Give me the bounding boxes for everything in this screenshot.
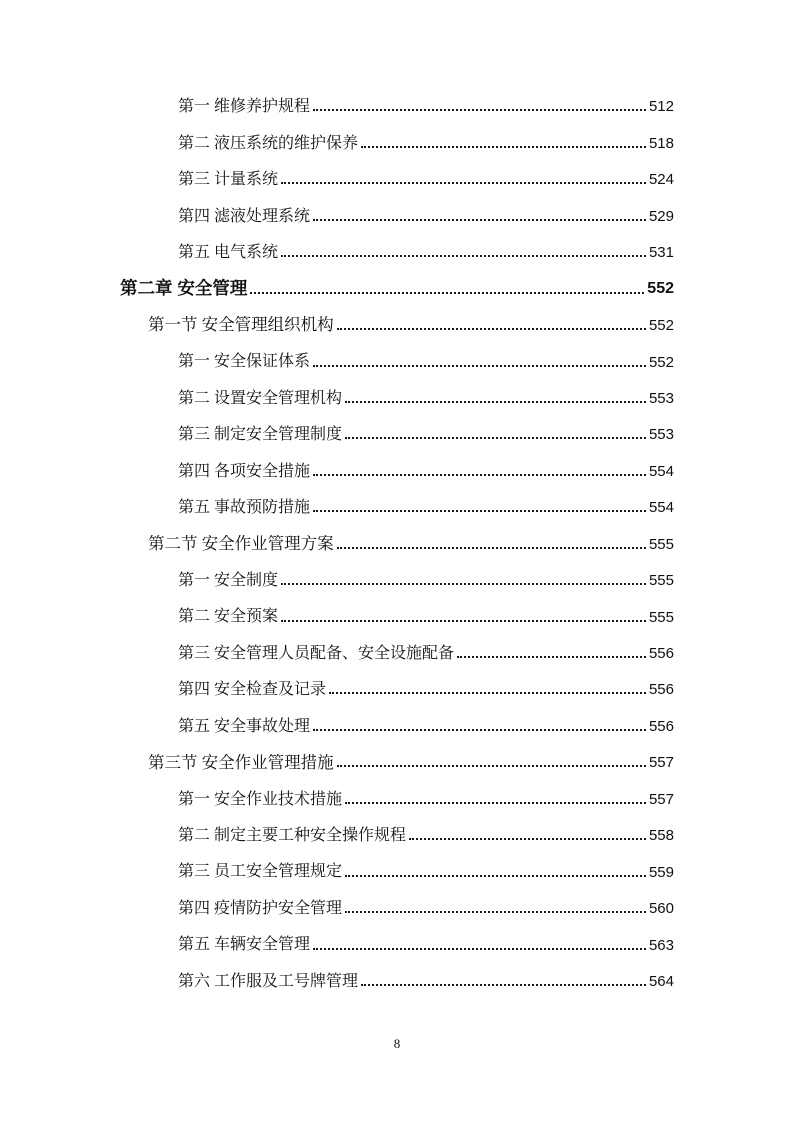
toc-entry-page: 529 [648, 207, 674, 225]
toc-entry-title: 第三 安全管理人员配备、安全设施配备 [178, 644, 455, 662]
toc-entry-page: 531 [648, 244, 674, 262]
toc-entry-title: 第五 安全事故处理 [178, 717, 311, 735]
toc-entry-page: 553 [648, 426, 674, 444]
toc-entry-page: 555 [648, 572, 674, 590]
toc-entry-title: 第四 各项安全措施 [178, 462, 311, 480]
toc-entry-title: 第六 工作服及工号牌管理 [178, 972, 359, 990]
toc-leader-dots [345, 401, 646, 403]
toc-entry-item[interactable] [120, 153, 674, 189]
toc-entry-item[interactable] [120, 372, 674, 408]
toc-entry-title: 第一 维修养护规程 [178, 98, 311, 116]
toc-leader-dots [313, 948, 646, 950]
toc-entry-title: 第一 安全保证体系 [178, 353, 311, 371]
toc-leader-dots [345, 875, 646, 877]
toc-entry-title: 第二 设置安全管理机构 [178, 389, 343, 407]
toc-entry-section[interactable] [120, 736, 674, 772]
toc-entry-page: 552 [648, 317, 674, 335]
toc-entry-item[interactable] [120, 955, 674, 991]
toc-entry-page: 554 [648, 462, 674, 480]
toc-leader-dots [313, 219, 646, 221]
toc-leader-dots [281, 182, 646, 184]
toc-entry-item[interactable] [120, 554, 674, 590]
toc-entry-page: 524 [648, 171, 674, 189]
toc-entry-page: 553 [648, 389, 674, 407]
toc-entry-item[interactable] [120, 335, 674, 371]
toc-entry-page: 552 [647, 280, 674, 298]
toc-entry-page: 558 [648, 827, 674, 845]
toc-entry-item[interactable] [120, 772, 674, 808]
toc-entry-title: 第二节 安全作业管理方案 [148, 533, 334, 553]
toc-entry-page: 556 [648, 645, 674, 662]
toc-entry-title: 第二章 安全管理 [120, 277, 248, 298]
toc-leader-dots [281, 255, 646, 257]
toc-entry-item[interactable] [120, 408, 674, 444]
toc-entry-item[interactable] [120, 663, 674, 699]
toc-entry-title: 第一 安全制度 [178, 571, 279, 589]
toc-entry-item[interactable] [120, 189, 674, 225]
toc-entry-title: 第五 车辆安全管理 [178, 936, 311, 954]
table-of-contents [120, 80, 674, 991]
toc-leader-dots [337, 328, 646, 330]
toc-entry-item[interactable] [120, 590, 674, 626]
toc-entry-page: 512 [648, 98, 674, 116]
toc-entry-section[interactable] [120, 299, 674, 335]
toc-entry-page: 552 [648, 353, 674, 371]
toc-entry-item[interactable] [120, 627, 674, 663]
toc-leader-dots [313, 474, 646, 476]
toc-entry-item[interactable] [120, 444, 674, 480]
page-number: 8 [393, 1036, 401, 1051]
toc-leader-dots [345, 802, 646, 804]
toc-entry-page: 555 [648, 608, 674, 626]
toc-entry-title: 第二 制定主要工种安全操作规程 [178, 827, 407, 844]
toc-leader-dots [337, 765, 646, 767]
toc-entry-title: 第四 安全检查及记录 [178, 681, 327, 699]
toc-leader-dots [337, 547, 646, 549]
toc-entry-section[interactable] [120, 517, 674, 553]
toc-leader-dots [361, 146, 646, 148]
toc-leader-dots [329, 692, 646, 694]
toc-entry-title: 第三 制定安全管理制度 [178, 426, 343, 444]
toc-entry-page: 556 [648, 681, 674, 699]
toc-leader-dots [409, 838, 646, 840]
toc-entry-page: 564 [648, 972, 674, 990]
toc-entry-title: 第四 疫情防护安全管理 [178, 899, 343, 917]
toc-entry-item[interactable] [120, 80, 674, 116]
toc-entry-title: 第一 安全作业技术措施 [178, 790, 343, 808]
toc-entry-item[interactable] [120, 481, 674, 517]
toc-leader-dots [457, 656, 646, 658]
toc-entry-title: 第三 员工安全管理规定 [178, 863, 343, 881]
toc-leader-dots [313, 510, 646, 512]
toc-leader-dots [313, 109, 646, 111]
toc-entry-title: 第二 液压系统的维护保养 [178, 134, 359, 152]
toc-entry-title: 第四 滤液处理系统 [178, 207, 311, 225]
toc-entry-title: 第二 安全预案 [178, 608, 279, 626]
toc-entry-item[interactable] [120, 699, 674, 735]
toc-leader-dots [250, 292, 644, 294]
toc-leader-dots [313, 365, 646, 367]
toc-entry-page: 518 [648, 134, 674, 152]
toc-entry-item[interactable] [120, 226, 674, 262]
toc-entry-item[interactable] [120, 882, 674, 918]
toc-entry-chapter[interactable] [120, 262, 674, 298]
toc-leader-dots [281, 620, 646, 622]
toc-entry-item[interactable] [120, 918, 674, 954]
toc-entry-page: 563 [648, 936, 674, 954]
toc-entry-title: 第三节 安全作业管理措施 [148, 752, 334, 772]
toc-entry-item[interactable] [120, 845, 674, 881]
toc-entry-title: 第一节 安全管理组织机构 [148, 315, 334, 335]
toc-entry-page: 557 [648, 790, 674, 808]
toc-entry-title: 第三 计量系统 [178, 171, 279, 189]
toc-leader-dots [345, 911, 646, 913]
toc-entry-item[interactable] [120, 809, 674, 845]
page-footer [0, 1035, 794, 1053]
toc-entry-title: 第五 事故预防措施 [178, 499, 311, 517]
toc-leader-dots [281, 583, 646, 585]
toc-entry-page: 560 [648, 900, 674, 918]
toc-leader-dots [345, 437, 646, 439]
toc-leader-dots [313, 729, 646, 731]
toc-entry-page: 557 [648, 754, 674, 772]
toc-entry-page: 554 [648, 499, 674, 517]
toc-entry-item[interactable] [120, 116, 674, 152]
toc-entry-page: 559 [648, 863, 674, 881]
toc-entry-page: 555 [648, 535, 674, 553]
toc-entry-title: 第五 电气系统 [178, 244, 279, 261]
toc-leader-dots [361, 984, 646, 986]
toc-entry-page: 556 [648, 717, 674, 735]
